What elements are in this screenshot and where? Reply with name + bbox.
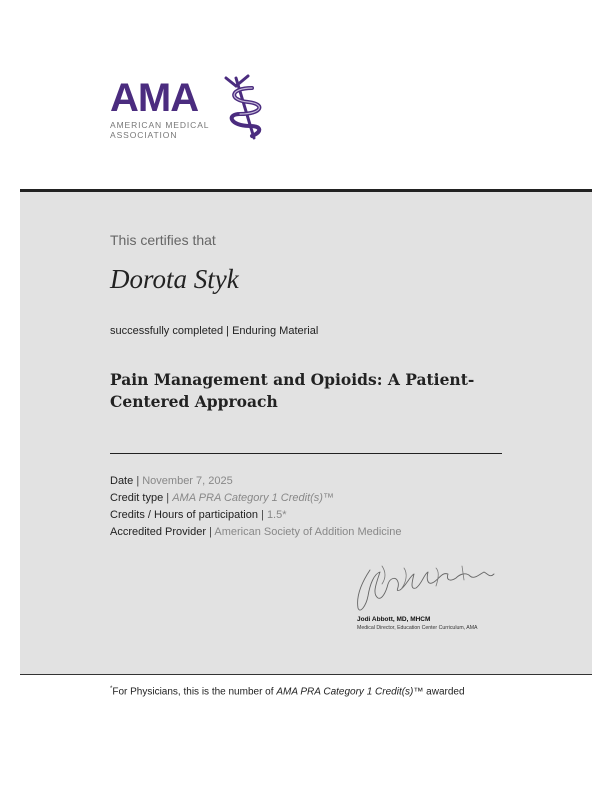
divider [110,453,502,454]
date-separator: | [136,475,140,487]
signatory-title: Medical Director, Education Center Curriculum, AMA [357,625,478,631]
credits-separator: | [261,509,264,521]
credit-type-value: AMA PRA Category 1 Credit(s) [172,492,323,504]
date-value: November 7, 2025 [142,475,233,487]
date-row [110,475,233,487]
provider-value: American Society of Addition Medicine [214,526,402,538]
footnote-text-after: ™ awarded [413,686,465,698]
logo-subtitle [110,120,209,140]
recipient-name: Dorota Styk [110,264,239,294]
date-label: Date [110,475,134,487]
footnote-text-italic: AMA PRA Category 1 Credit(s) [276,686,414,698]
completed-separator: | [226,325,230,337]
footnote [110,686,465,697]
certifies-intro: This certifies that [110,232,216,248]
provider-row [110,526,401,538]
credits-label: Credits / Hours of participation [110,509,258,521]
footnote-marker: * [110,686,113,692]
logo-subtitle-line1: AMERICAN MEDICAL [110,120,210,130]
credits-row [110,509,287,521]
certificate-band [20,189,592,675]
ama-logo [110,74,260,144]
footnote-text-before: For Physicians, this is the number of [112,686,277,698]
logo-subtitle-line2: ASSOCIATION [110,130,178,140]
credit-type-trademark: ™ [322,492,334,504]
credits-value: 1.5* [266,509,287,521]
credit-type-label: Credit type [110,492,164,504]
signatory-name: Jodi Abbott, MD, MHCM [357,616,431,623]
logo-wordmark: AMA [110,76,199,120]
caduceus-icon [222,74,266,142]
course-title: Pain Management and Opioids: A Patient-Centered Approach [110,370,475,411]
credit-type-row [110,492,334,504]
completed-label: successfully completed [110,325,224,337]
signature-image [352,562,502,616]
activity-type: Enduring Material [232,325,319,337]
credit-type-separator: | [166,492,170,504]
provider-label: Accredited Provider [110,526,206,538]
completion-line [110,325,318,337]
provider-separator: | [209,526,212,538]
